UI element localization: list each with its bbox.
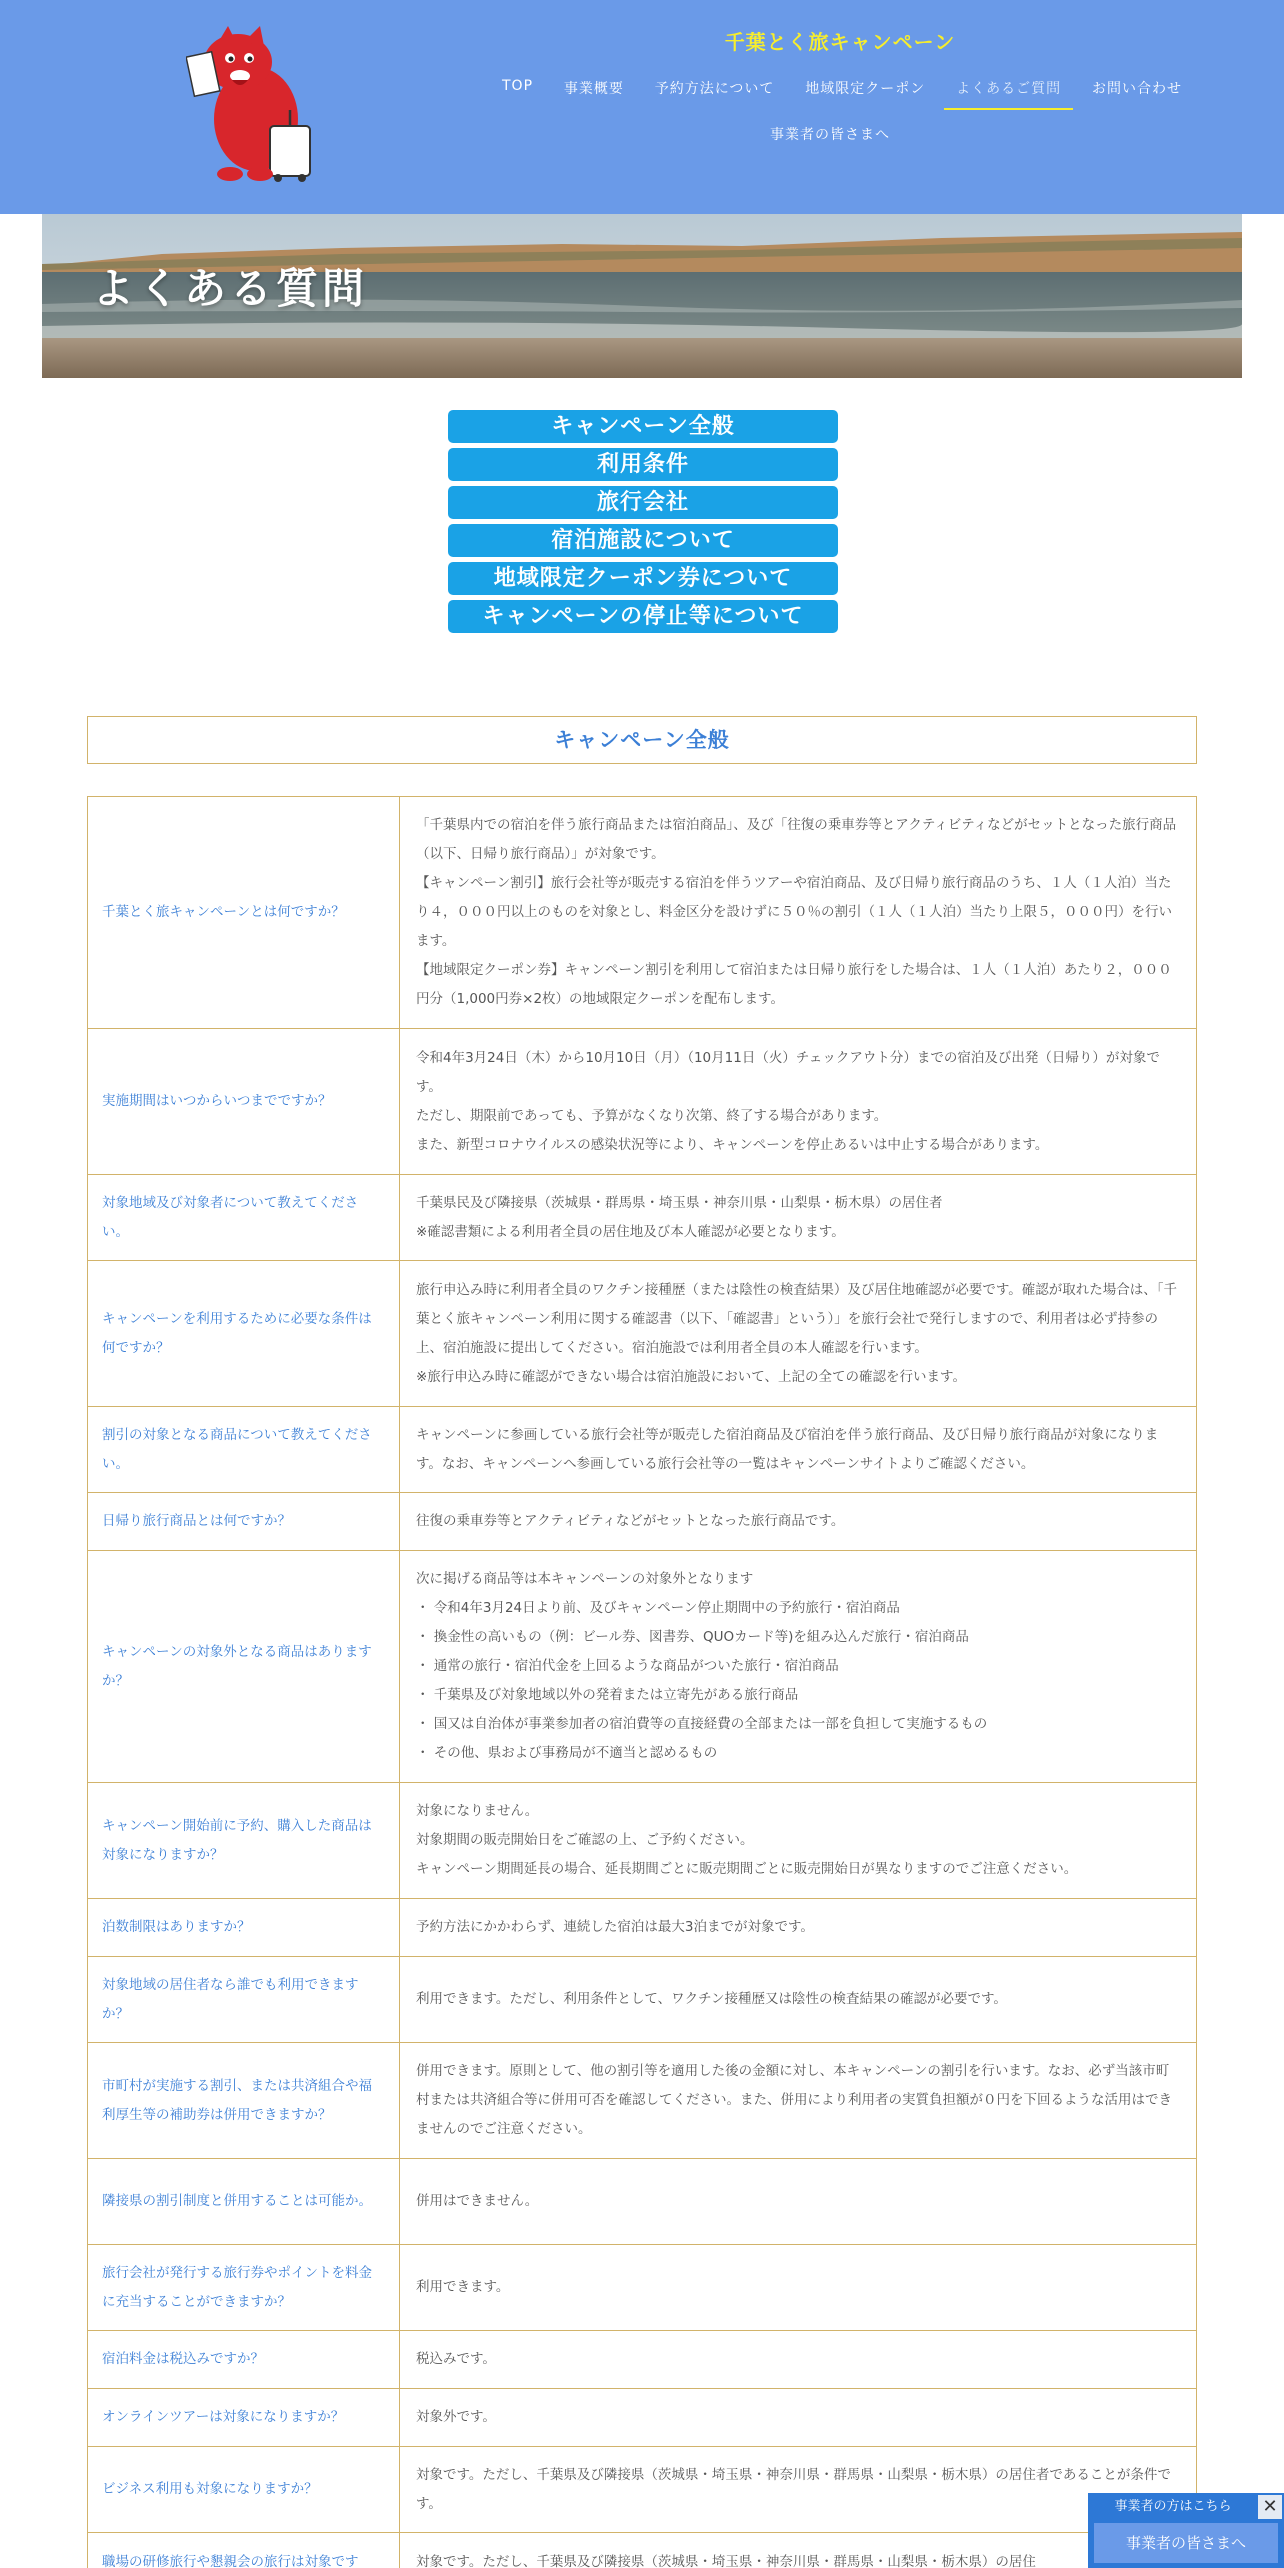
category-accommodation-button[interactable]: 宿泊施設について	[448, 524, 838, 557]
nav-business[interactable]: 事業者の皆さまへ	[770, 127, 890, 143]
faq-answer-line: 対象になりません。	[416, 1803, 539, 1819]
faq-row	[88, 1261, 1197, 1407]
mascot-logo[interactable]	[186, 24, 326, 186]
faq-answer-line: ・ 通常の旅行・宿泊代金を上回るような商品がついた旅行・宿泊商品	[416, 1658, 839, 1674]
faq-answer-line: 併用はできません。	[416, 2193, 539, 2209]
faq-answer-line: 【地域限定クーポン券】キャンペーン割引を利用して宿泊または日帰り旅行をした場合は、１人（１人泊）あたり２，０００円分（1,000円券×2枚）の地域限定クーポンを配布します。	[416, 962, 1172, 1007]
category-conditions-button[interactable]: 利用条件	[448, 448, 838, 481]
faq-answer-line: ・ 令和4年3月24日より前、及びキャンペーン停止期間中の予約旅行・宿泊商品	[416, 1600, 900, 1616]
faq-answer	[400, 1407, 1197, 1493]
nav-coupon[interactable]: 地域限定クーポン	[805, 81, 926, 97]
faq-question: 実施期間はいつからいつまでですか？	[88, 1029, 400, 1175]
faq-question: キャンペーン開始前に予約、購入した商品は対象になりますか？	[88, 1783, 400, 1899]
nav-contact[interactable]: お問い合わせ	[1091, 81, 1182, 97]
faq-answer	[400, 1029, 1197, 1175]
faq-answer-line: 対象期間の販売開始日をご確認の上、ご予約ください。	[416, 1832, 754, 1848]
category-general-button[interactable]: キャンペーン全般	[448, 410, 838, 443]
faq-row	[88, 1175, 1197, 1261]
faq-row	[88, 2159, 1197, 2245]
faq-answer-line: 次に掲げる商品等は本キャンペーンの対象外となります	[416, 1571, 754, 1587]
faq-answer-line: 旅行申込み時に利用者全員のワクチン接種歴（または陰性の検査結果）及び居住地確認が必要です。確認が取れた場合は、「千葉とく旅キャンペーン利用に関する確認書（以下、「確認書」という）」を旅行会社で発行しますので、利用者は必ず持参の上、宿泊施設に提出してください。宿泊施設では利用者全員の本人確認を行います。	[416, 1281, 1177, 1356]
faq-question: 宿泊料金は税込みですか？	[88, 2331, 400, 2389]
site-header	[0, 0, 1284, 214]
faq-row	[88, 2043, 1197, 2159]
faq-row	[88, 1029, 1197, 1175]
faq-answer	[400, 1493, 1197, 1551]
faq-question: 日帰り旅行商品とは何ですか？	[88, 1493, 400, 1551]
faq-answer-line: 往復の乗車券等とアクティビティなどがセットとなった旅行商品です。	[416, 1513, 845, 1529]
category-suspension-button[interactable]: キャンペーンの停止等について	[448, 600, 838, 633]
faq-row	[88, 2533, 1197, 2568]
faq-answer-line: キャンペーン期間延長の場合、延長期間ごとに販売期間ごとに販売開始日が異なりますのでご注意ください。	[416, 1861, 1078, 1877]
faq-answer	[400, 2447, 1197, 2533]
main-nav	[490, 74, 1194, 110]
faq-question: ビジネス利用も対象になりますか？	[88, 2447, 400, 2533]
category-travel-agency-button[interactable]: 旅行会社	[448, 486, 838, 519]
faq-question: オンラインツアーは対象になりますか？	[88, 2389, 400, 2447]
faq-answer-line: ・ その他、県および事務局が不適当と認めるもの	[416, 1745, 718, 1761]
faq-answer-line: ※旅行申込み時に確認ができない場合は宿泊施設において、上記の全ての確認を行います。	[416, 1368, 966, 1385]
faq-answer-line: また、新型コロナウイルスの感染状況等により、キャンペーンを停止あるいは中止する場合があります。	[416, 1136, 1049, 1153]
faq-row	[88, 2245, 1197, 2331]
nav-overview[interactable]: 事業概要	[563, 81, 624, 97]
faq-answer-line: 利用できます。ただし、利用条件として、ワクチン接種歴又は陰性の検査結果の確認が必要です。	[416, 1991, 1007, 2007]
nav-reservation[interactable]: 予約方法について	[654, 81, 775, 97]
faq-row	[88, 1493, 1197, 1551]
faq-answer	[400, 1175, 1197, 1261]
faq-answer-line: 「千葉県内での宿泊を伴う旅行商品または宿泊商品」、及び「往復の乗車券等とアクティビティなどがセットとなった旅行商品（以下、日帰り旅行商品）」が対象です。	[416, 817, 1177, 862]
faq-answer	[400, 2245, 1197, 2331]
faq-row	[88, 1899, 1197, 1957]
faq-answer-line: 対象です。ただし、千葉県及び隣接県（茨城県・埼玉県・神奈川県・群馬県・山梨県・栃木県）の居住	[416, 2554, 1036, 2568]
faq-row	[88, 1551, 1197, 1783]
faq-answer	[400, 2159, 1197, 2245]
faq-answer-line: 対象外です。	[416, 2409, 496, 2425]
business-button[interactable]: 事業者の皆さまへ	[1094, 2523, 1278, 2563]
faq-row	[88, 2389, 1197, 2447]
faq-answer-line: ※確認書類による利用者全員の居住地及び本人確認が必要となります。	[416, 1223, 845, 1240]
faq-question: 職場の研修旅行や懇親会の旅行は対象です	[88, 2533, 400, 2568]
faq-answer-line: 令和4年3月24日（木）から10月10日（月）（10月11日（火）チェックアウト分）までの宿泊及び出発（日帰り）が対象です。	[416, 1049, 1160, 1095]
faq-row	[88, 797, 1197, 1029]
faq-answer	[400, 1899, 1197, 1957]
faq-row	[88, 1407, 1197, 1493]
site-title[interactable]: 千葉とく旅キャンペーン	[724, 30, 956, 54]
faq-answer-line: 利用できます。	[416, 2279, 510, 2295]
faq-answer-line: 千葉県民及び隣接県（茨城県・群馬県・埼玉県・神奈川県・山梨県・栃木県）の居住者	[416, 1194, 943, 1211]
faq-answer	[400, 2533, 1197, 2568]
faq-question: 市町村が実施する割引、または共済組合や福利厚生等の補助券は併用できますか？	[88, 2043, 400, 2159]
nav-top[interactable]: TOP	[502, 78, 534, 94]
section-title: キャンペーン全般	[87, 716, 1197, 764]
faq-answer-line: 税込みです。	[416, 2351, 496, 2367]
faq-row	[88, 1783, 1197, 1899]
faq-question: キャンペーンの対象外となる商品はありますか？	[88, 1551, 400, 1783]
faq-question: 千葉とく旅キャンペーンとは何ですか？	[88, 797, 400, 1029]
faq-answer	[400, 1957, 1197, 2043]
faq-question: 旅行会社が発行する旅行券やポイントを料金に充当することができますか？	[88, 2245, 400, 2331]
faq-answer-line: 予約方法にかかわらず、連続した宿泊は最大3泊までが対象です。	[416, 1919, 814, 1935]
faq-question: キャンペーンを利用するために必要な条件は何ですか？	[88, 1261, 400, 1407]
close-icon[interactable]: ✕	[1258, 2495, 1282, 2519]
faq-row	[88, 2447, 1197, 2533]
faq-row	[88, 2331, 1197, 2389]
faq-answer	[400, 1261, 1197, 1407]
faq-answer-line: 対象です。ただし、千葉県及び隣接県（茨城県・埼玉県・神奈川県・群馬県・山梨県・栃木県）の居住者であることが条件です。	[416, 2466, 1171, 2512]
faq-table	[87, 796, 1197, 2568]
faq-answer	[400, 1551, 1197, 1783]
faq-answer	[400, 1783, 1197, 1899]
faq-question: 割引の対象となる商品について教えてください。	[88, 1407, 400, 1493]
faq-question: 隣接県の割引制度と併用することは可能か。	[88, 2159, 400, 2245]
faq-answer-line: ・ 国又は自治体が事業参加者の宿泊費等の直接経費の全部または一部を負担して実施するもの	[416, 1716, 988, 1732]
faq-question: 対象地域の居住者なら誰でも利用できますか？	[88, 1957, 400, 2043]
faq-question: 泊数制限はありますか？	[88, 1899, 400, 1957]
business-widget	[1088, 2493, 1284, 2568]
faq-answer	[400, 2331, 1197, 2389]
faq-question: 対象地域及び対象者について教えてください。	[88, 1175, 400, 1261]
faq-answer-line: ただし、期限前であっても、予算がなくなり次第、終了する場合があります。	[416, 1107, 888, 1124]
faq-answer	[400, 797, 1197, 1029]
faq-answer-line: 併用できます。原則として、他の割引等を適用した後の金額に対し、本キャンペーンの割引を行います。なお、必ず当該市町村または共済組合等に併用可否を確認してください。また、併用により利用者の実質負担額が０円を下回るような活用はできませんのでご注意ください。	[416, 2063, 1172, 2137]
faq-answer-line: キャンペーンに参画している旅行会社等が販売した宿泊商品及び宿泊を伴う旅行商品、及び日帰り旅行商品が対象になります。なお、キャンペーンへ参画している旅行会社等の一覧はキャンペーンサイトよりご確認ください。	[416, 1426, 1159, 1472]
faq-answer-line: ・ 換金性の高いもの（例：ビール券、図書券、QUOカード等)を組み込んだ旅行・宿泊商品	[416, 1629, 969, 1645]
faq-answer	[400, 2043, 1197, 2159]
faq-answer	[400, 2389, 1197, 2447]
faq-answer-line: ・ 千葉県及び対象地域以外の発着または立寄先がある旅行商品	[416, 1687, 799, 1703]
category-coupon-button[interactable]: 地域限定クーポン券について	[448, 562, 838, 595]
nav-faq[interactable]: よくあるご質問	[944, 74, 1073, 110]
page-title: よくある質問	[92, 264, 369, 313]
category-nav	[448, 410, 838, 638]
faq-row	[88, 1957, 1197, 2043]
faq-answer-line: 【キャンペーン割引】旅行会社等が販売する宿泊を伴うツアーや宿泊商品、及び日帰り旅行商品のうち、１人（１人泊）当たり４，０００円以上のものを対象とし、料金区分を設けずに５０％の割引（１人（１人泊）当たり上限５，０００円）を行います。	[416, 875, 1172, 949]
business-widget-title: 事業者の方はこちら	[1114, 2499, 1232, 2514]
